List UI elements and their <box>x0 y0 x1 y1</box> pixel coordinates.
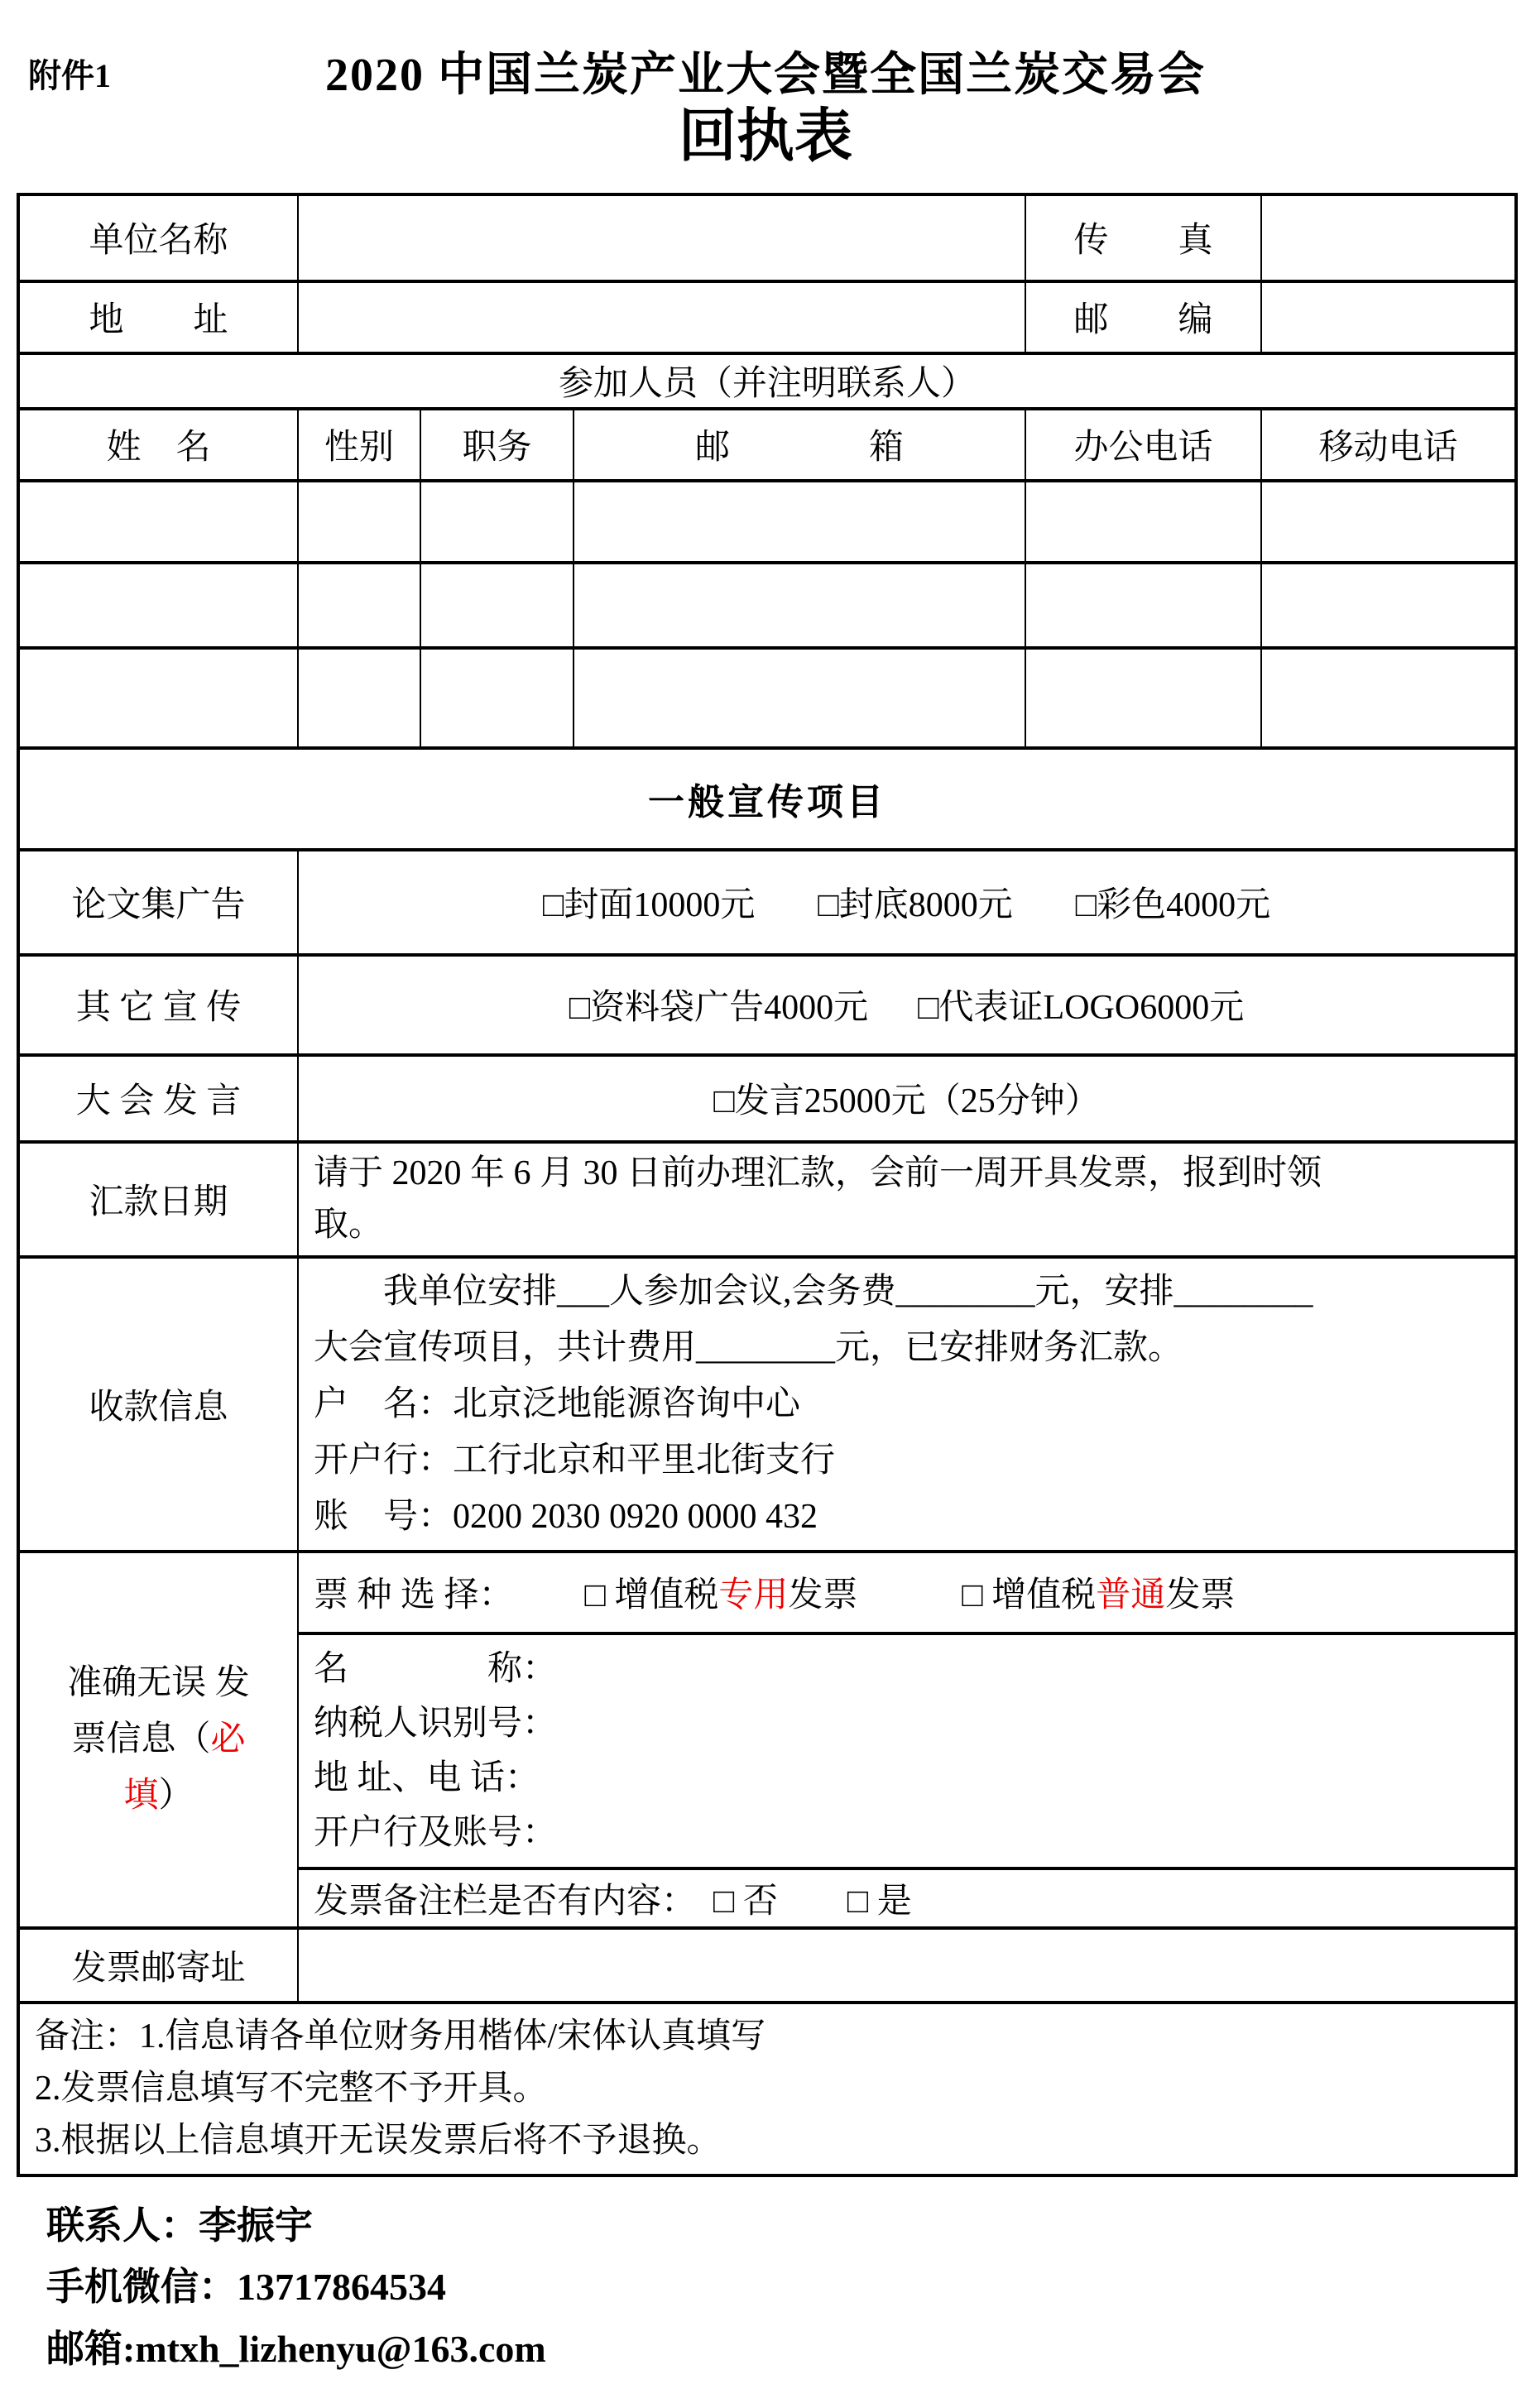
col-header-mobile-phone: 移动电话 <box>1261 409 1516 481</box>
contact-email: 邮箱:mtxh_lizhenyu@163.com <box>46 2327 546 2370</box>
checkbox-option-color[interactable]: □彩色4000元 <box>1075 886 1271 924</box>
payee-info-label: 收款信息 <box>18 1257 298 1552</box>
participant-cell[interactable] <box>574 481 1025 563</box>
participant-cell[interactable] <box>420 563 574 648</box>
invoice-field-address-phone: 地 址、电 话： <box>314 1758 540 1797</box>
speech-option-cell <box>298 1055 1516 1142</box>
note-line: 2.发票信息填写不完整不予开具。 <box>35 2069 548 2108</box>
paper-ad-label: 论文集广告 <box>18 850 298 955</box>
address-value-cell[interactable] <box>298 281 1025 353</box>
unit-name-value-cell[interactable] <box>298 194 1025 281</box>
fax-value-cell[interactable] <box>1261 194 1516 281</box>
invoice-field-name: 名 称： <box>314 1649 558 1688</box>
participant-cell[interactable] <box>298 481 420 563</box>
participant-cell[interactable] <box>420 481 574 563</box>
invoice-field-bank-account: 开户行及账号： <box>314 1813 558 1852</box>
participant-cell[interactable] <box>18 563 298 648</box>
invoice-info-label-close: ） <box>158 1777 194 1816</box>
participant-cell[interactable] <box>574 563 1025 648</box>
promo-section-header: 一般宣传项目 <box>18 748 1516 850</box>
col-header-office-phone: 办公电话 <box>1025 409 1261 481</box>
speech-label: 大 会 发 言 <box>18 1055 298 1142</box>
checkbox-option-vat-general[interactable] <box>962 1576 1235 1614</box>
payee-account-number: 账 号：0200 2030 0920 0000 432 <box>314 1497 818 1536</box>
invoice-type-label: 票 种 选 择： <box>314 1576 514 1614</box>
vat-general-suffix: 发票 <box>1165 1576 1236 1614</box>
remit-date-line: 取。 <box>314 1206 384 1244</box>
invoice-required-text: 必填 <box>123 1720 246 1816</box>
invoice-remark-question-cell[interactable]: 发票备注栏是否有内容： □ 否 □ 是 <box>298 1868 1516 1928</box>
invoice-type-cell <box>298 1552 1516 1633</box>
participant-cell[interactable] <box>298 563 420 648</box>
vat-general-red: 普通 <box>1096 1576 1166 1614</box>
participant-cell[interactable] <box>1025 648 1261 748</box>
remit-date-label: 汇款日期 <box>18 1142 298 1257</box>
payee-statement-line: 我单位安排___人参加会议,会务费________元，安排________ <box>314 1272 1313 1311</box>
col-header-name: 姓 名 <box>18 409 298 481</box>
notes-cell <box>18 2003 1516 2175</box>
vat-special-red: 专用 <box>718 1576 789 1614</box>
vat-general-prefix: □ 增值税 <box>962 1576 1097 1614</box>
invoice-mail-address-label: 发票邮寄址 <box>18 1928 298 2003</box>
participant-cell[interactable] <box>1025 563 1261 648</box>
checkbox-option-bag-ad[interactable]: □资料袋广告4000元 <box>569 989 869 1027</box>
checkbox-option-vat-special[interactable] <box>585 1576 858 1614</box>
note-line: 备注：1.信息请各单位财务用楷体/宋体认真填写 <box>35 2017 766 2055</box>
participant-cell[interactable] <box>420 648 574 748</box>
contact-person: 联系人：李振宇 <box>46 2204 313 2247</box>
payee-statement-line: 大会宣传项目，共计费用________元，已安排财务汇款。 <box>314 1328 1183 1367</box>
col-header-position: 职务 <box>420 409 574 481</box>
other-ad-label: 其 它 宣 传 <box>18 955 298 1055</box>
checkbox-option-speech[interactable]: □发言25000元（25分钟） <box>713 1082 1100 1120</box>
invoice-fields-cell[interactable] <box>298 1633 1516 1868</box>
other-ad-options-cell <box>298 955 1516 1055</box>
participant-cell[interactable] <box>298 648 420 748</box>
checkbox-option-cover[interactable]: □封面10000元 <box>542 886 756 924</box>
payee-info-cell <box>298 1257 1516 1552</box>
zip-label: 邮 编 <box>1025 281 1261 353</box>
vat-special-suffix: 发票 <box>788 1576 858 1614</box>
vat-special-prefix: □ 增值税 <box>584 1576 719 1614</box>
payee-account-name: 户 名：北京泛地能源咨询中心 <box>314 1384 801 1423</box>
participant-row <box>18 481 1516 563</box>
col-header-gender: 性别 <box>298 409 420 481</box>
invoice-field-tax-id: 纳税人识别号： <box>314 1704 558 1743</box>
note-line: 3.根据以上信息填开无误发票后将不予退换。 <box>35 2121 722 2160</box>
participant-cell[interactable] <box>574 648 1025 748</box>
zip-value-cell[interactable] <box>1261 281 1516 353</box>
remit-date-text-cell <box>298 1142 1516 1257</box>
reply-form-table <box>17 193 1518 2177</box>
payee-bank: 开户行：工行北京和平里北街支行 <box>314 1441 836 1480</box>
invoice-info-label <box>18 1552 298 1928</box>
col-header-email: 邮 箱 <box>574 409 1025 481</box>
document-subtitle: 回执表 <box>679 105 852 169</box>
footer-contact-block <box>46 2205 1531 2371</box>
participant-cell[interactable] <box>18 648 298 748</box>
invoice-info-label-text: 准确无误 发票信息（ <box>67 1663 250 1758</box>
checkbox-option-badge-logo[interactable]: □代表证LOGO6000元 <box>918 989 1245 1027</box>
remit-date-line: 请于 2020 年 6 月 30 日前办理汇款，会前一周开具发票，报到时领 <box>314 1154 1322 1192</box>
fax-label: 传 真 <box>1025 194 1261 281</box>
paper-ad-options-cell <box>298 850 1516 955</box>
document-title: 2020 中国兰炭产业大会暨全国兰炭交易会 <box>325 50 1206 101</box>
attachment-label: 附件1 <box>28 57 111 94</box>
participant-row <box>18 648 1516 748</box>
checkbox-option-back[interactable]: □封底8000元 <box>818 886 1013 924</box>
participant-cell[interactable] <box>1261 563 1516 648</box>
unit-name-label: 单位名称 <box>18 194 298 281</box>
participant-cell[interactable] <box>18 481 298 563</box>
participant-cell[interactable] <box>1261 481 1516 563</box>
participant-cell[interactable] <box>1261 648 1516 748</box>
participant-cell[interactable] <box>1025 481 1261 563</box>
address-label: 地 址 <box>18 281 298 353</box>
invoice-mail-address-value-cell[interactable] <box>298 1928 1516 2003</box>
participants-section-header: 参加人员（并注明联系人） <box>18 353 1516 409</box>
contact-phone: 手机微信：13717864534 <box>46 2266 446 2309</box>
participant-row <box>18 563 1516 648</box>
